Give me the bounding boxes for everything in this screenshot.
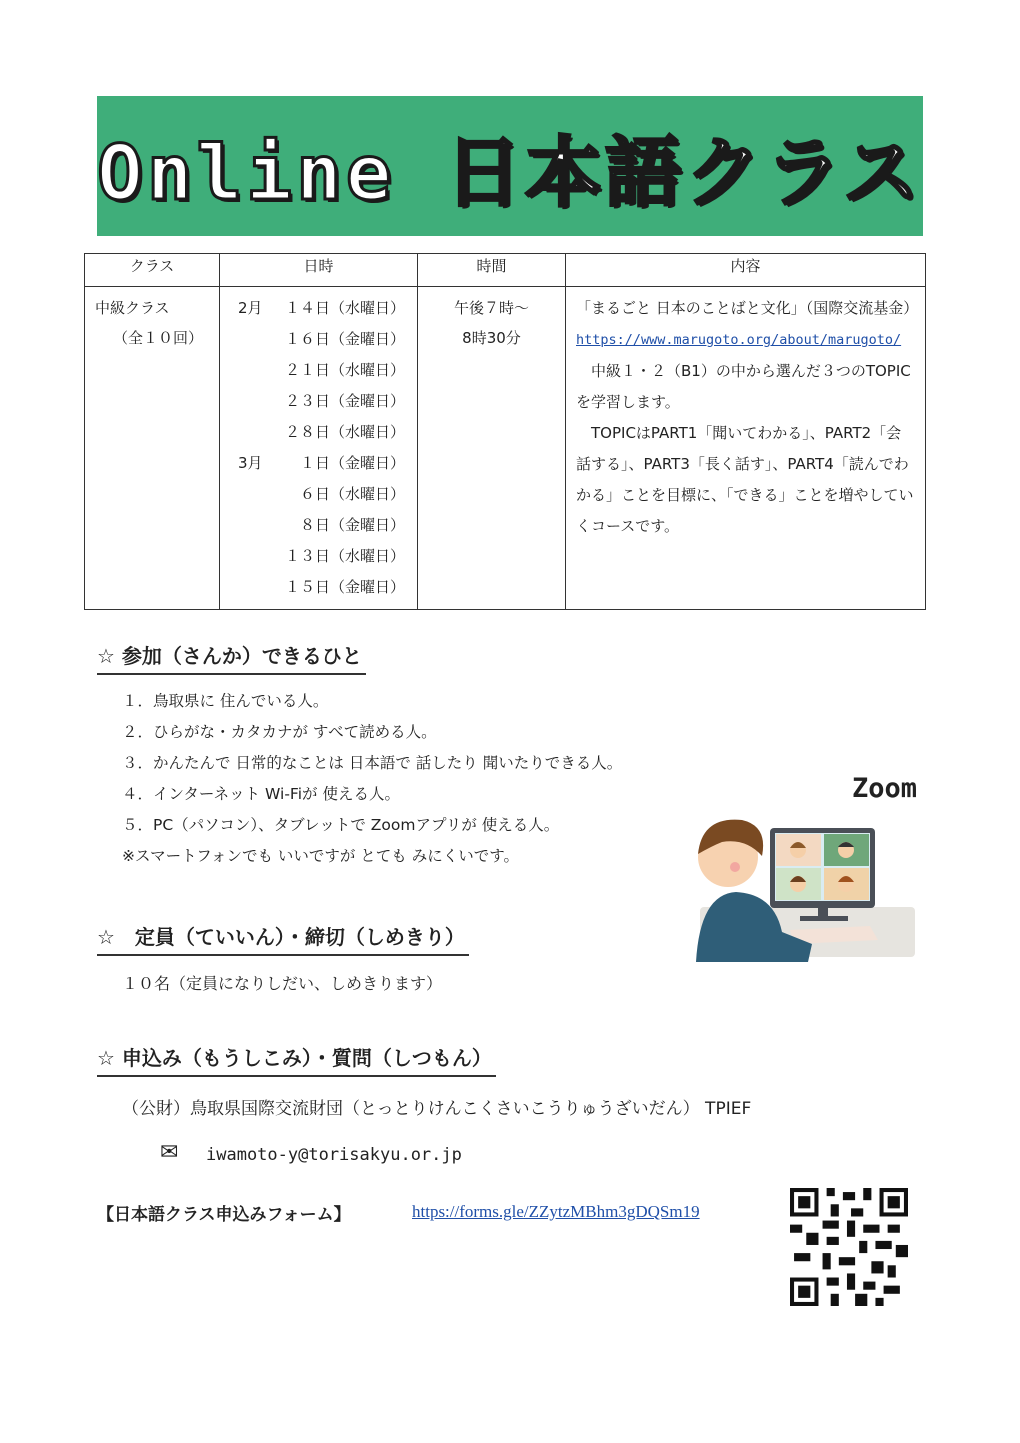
date-month: 3月: [238, 454, 263, 472]
schedule-row: [85, 287, 926, 610]
date-row: [220, 541, 405, 572]
mail-icon: ✉: [160, 1140, 179, 1165]
time-end: 8時30分: [462, 329, 521, 347]
eligibility-heading: ☆ 参加（さんか）できるひと: [97, 640, 366, 675]
page-title: Online 日本語クラス: [97, 127, 924, 217]
header-date: 日時: [220, 254, 418, 287]
capacity-text: １０名（定員になりしだい、しめきります）: [122, 974, 443, 993]
content-paragraph-2: TOPICはPART1「聞いてわかる」、PART2「会話する」、PART3「長く話す」、PART4「読んでわかる」ことを目標に、「できる」ことを増やしていくコースです。: [576, 424, 914, 535]
form-label: 【日本語クラス申込みフォーム】: [97, 1205, 351, 1225]
apply-heading: ☆ 申込み（もうしこみ）・質問（しつもん）: [97, 1042, 496, 1077]
online-class-illustration: [690, 812, 920, 962]
contact-email[interactable]: iwamoto-y@torisakyu.or.jp: [206, 1145, 462, 1165]
header-class: クラス: [85, 254, 220, 287]
date-day: １３日（水曜日）: [284, 547, 405, 565]
date-day: １４日（水曜日）: [284, 299, 405, 317]
date-day: ２８日（水曜日）: [284, 423, 405, 441]
dates-cell: [220, 287, 418, 610]
date-day: ２３日（金曜日）: [284, 392, 405, 410]
schedule-header-row: [85, 254, 926, 287]
date-row: [220, 324, 405, 355]
header-content: 内容: [566, 254, 926, 287]
content-cell: [566, 287, 926, 610]
title-banner: [97, 96, 923, 236]
zoom-label: Zoom: [852, 773, 918, 804]
content-title: 「まるごと 日本のことばと文化」（国際交流基金）: [576, 299, 919, 317]
form-link[interactable]: https://forms.gle/ZZytzMBhm3gDQSm19: [412, 1202, 700, 1221]
date-row: [220, 293, 405, 324]
class-name: 中級クラス: [95, 299, 170, 317]
header-time: 時間: [418, 254, 566, 287]
list-item: ４．インターネット Wi-Fiが 使える人。: [122, 785, 400, 803]
qr-code-icon[interactable]: [790, 1188, 908, 1306]
date-day: ６日（水曜日）: [299, 485, 405, 503]
class-cell: [85, 287, 220, 610]
time-start: 午後７時～: [453, 299, 529, 317]
date-day: １日（金曜日）: [299, 454, 405, 472]
schedule-table: [84, 253, 926, 610]
date-row: [220, 417, 405, 448]
list-item: ３．かんたんで 日常的なことは 日本語で 話したり 聞いたりできる人。: [122, 754, 623, 772]
list-item: １．鳥取県に 住んでいる人。: [122, 692, 329, 710]
date-row: [220, 355, 405, 386]
date-row: [220, 510, 405, 541]
eligibility-list: [122, 686, 622, 872]
date-row: [220, 572, 405, 603]
date-row: [220, 448, 405, 479]
time-cell: [418, 287, 566, 610]
date-day: ８日（金曜日）: [299, 516, 405, 534]
date-day: １５日（金曜日）: [284, 578, 405, 596]
smartphone-note: ※スマートフォンでも いいですが とても みにくいです。: [122, 847, 519, 865]
content-paragraph-1: 中級１・２（B1）の中から選んだ３つのTOPICを学習します。: [576, 362, 911, 411]
list-item: ５．PC（パソコン）、タブレットで Zoomアプリが 使える人。: [122, 816, 560, 834]
date-row: [220, 386, 405, 417]
capacity-heading: ☆ 定員（ていいん）・締切（しめきり）: [97, 921, 469, 956]
date-row: [220, 479, 405, 510]
list-item: ２．ひらがな・カタカナが すべて読める人。: [122, 723, 437, 741]
organization-name: （公財）鳥取県国際交流財団（とっとりけんこくさいこうりゅうざいだん） TPIEF: [122, 1099, 752, 1119]
class-count: （全１０回）: [113, 329, 204, 347]
marugoto-link[interactable]: https://www.marugoto.org/about/marugoto/: [576, 332, 902, 348]
date-day: １６日（金曜日）: [284, 330, 405, 348]
date-month: 2月: [238, 299, 263, 317]
date-day: ２１日（水曜日）: [284, 361, 405, 379]
